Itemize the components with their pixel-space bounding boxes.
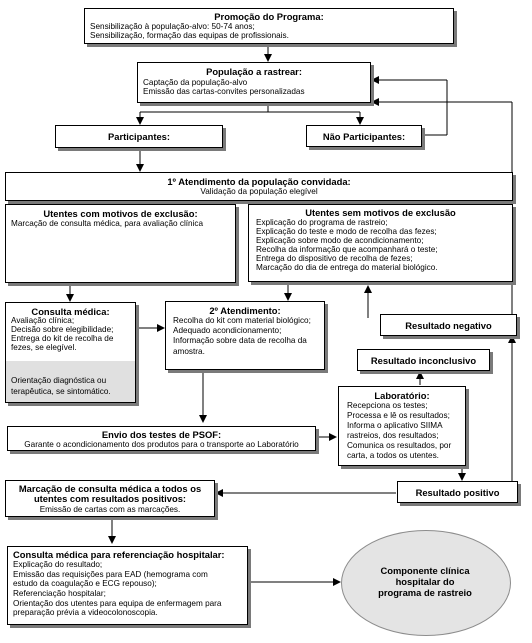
- populacao-line-2: Emissão das cartas-convites personalizadas: [143, 87, 305, 96]
- laboratorio-title: Laboratório:: [374, 390, 430, 401]
- populacao-box: [137, 62, 371, 103]
- utentes-sem-line-5: Entrega do dispositivo de recolha de fezes;: [256, 254, 413, 263]
- segundo-atendimento-line-4: amostra.: [173, 347, 205, 356]
- segundo-atendimento-title: 2º Atendimento:: [209, 305, 281, 316]
- resultado-negativo-label: Resultado negativo: [405, 320, 492, 331]
- consulta-hospitalar-title: Consulta médica para referenciação hospitalar:: [13, 549, 225, 560]
- consulta-medica-box: [5, 302, 136, 403]
- marcacao-box: [5, 480, 215, 517]
- consulta-hospitalar-line-5: Orientação dos utentes para equipa de enfermagem para: [13, 599, 222, 608]
- utentes-sem-line-6: Marcação do dia de entrega do material biológico.: [256, 263, 438, 272]
- laboratorio-line-4: rastreios, dos resultados;: [347, 431, 439, 440]
- utentes-sem-exclusao-box: [248, 204, 513, 282]
- utentes-sem-title: Utentes sem motivos de exclusão: [305, 207, 456, 218]
- segundo-atendimento-line-1: Recolha do kit com material biológico;: [173, 316, 311, 325]
- utentes-sem-line-4: Recolha da informação que acompanhará o teste;: [256, 245, 438, 254]
- nao-participantes-box: [306, 125, 422, 147]
- envio-box: [7, 426, 316, 451]
- consulta-hospitalar-line-3: estudo da coagulação e ECG repouso);: [13, 579, 157, 588]
- primeiro-atendimento-box: [5, 172, 513, 201]
- resultado-negativo-box: [380, 314, 517, 336]
- populacao-line-1: Captação da população-alvo: [143, 78, 248, 87]
- promocao-line-1: Sensibilização à população-alvo: 50-74 anos;: [90, 22, 255, 31]
- componente-line-3: programa de rastreio: [378, 587, 472, 598]
- participantes-box: [55, 125, 223, 148]
- resultado-inconclusivo-label: Resultado inconclusivo: [370, 355, 477, 366]
- laboratorio-line-6: carta, a todos os utentes.: [347, 451, 439, 460]
- marcacao-title-line-2: utentes com resultados positivos:: [33, 493, 187, 504]
- segundo-atendimento-line-2: Adequado acondicionamento;: [173, 326, 282, 335]
- consulta-hospitalar-box: [7, 546, 248, 625]
- componente-line-2: hospitalar do: [395, 576, 455, 587]
- consulta-hospitalar-line-6: preparação prévia a videocolonoscopia.: [13, 608, 158, 617]
- utentes-sem-line-1: Explicação do programa de rastreio;: [256, 218, 388, 227]
- laboratorio-line-1: Recepciona os testes;: [347, 401, 428, 410]
- orientacao-line-2: terapêutica, se sintomático.: [11, 387, 111, 396]
- laboratorio-line-5: Comunica os resultados, por: [347, 441, 452, 450]
- laboratorio-box: [338, 386, 466, 466]
- marcacao-line-1: Emissão de cartas com as marcações.: [39, 505, 181, 514]
- utentes-sem-line-3: Explicação sobre modo de acondicionamento;: [256, 236, 424, 245]
- consulta-medica-line-1: Avaliação clínica;: [11, 316, 75, 325]
- consulta-medica-title: Consulta médica:: [31, 306, 110, 317]
- populacao-title: População a rastrear:: [206, 66, 302, 77]
- utentes-com-line-1: Marcação de consulta médica, para avaliação clínica: [11, 219, 204, 228]
- consulta-hospitalar-line-2: Emissão das requisições para EAD (hemograma com: [13, 570, 208, 579]
- consulta-hospitalar-line-1: Explicação do resultado;: [13, 560, 103, 569]
- consulta-medica-line-3: Entrega do kit de recolha de: [11, 334, 114, 343]
- marcacao-title-line-1: Marcação de consulta médica a todos os: [18, 483, 202, 494]
- consulta-hospitalar-line-4: Referenciação hospitalar;: [13, 589, 106, 598]
- promocao-line-2: Sensibilização, formação das equipas de profissionais.: [90, 31, 289, 40]
- nao-participantes-label: Não Participantes:: [322, 131, 406, 142]
- resultado-inconclusivo-box: [357, 349, 490, 371]
- componente-line-1: Componente clínica: [380, 565, 470, 576]
- consulta-medica-line-2: Decisão sobre elegibilidade;: [11, 325, 114, 334]
- consulta-medica-line-4: fezes, se elegível.: [11, 343, 77, 352]
- laboratorio-line-3: Informa o aplicativo SIIMA: [347, 421, 443, 430]
- segundo-atendimento-line-3: Informação sobre data de recolha da: [173, 336, 307, 345]
- envio-title: Envio dos testes de PSOF:: [101, 429, 222, 440]
- envio-line-1: Garante o acondicionamento dos produtos para o transporte ao Laboratório: [24, 440, 299, 449]
- primeiro-atendimento-subtitle: Validação da população elegível: [200, 187, 318, 196]
- participantes-label: Participantes:: [108, 131, 170, 142]
- utentes-com-exclusao-box: [5, 204, 236, 283]
- resultado-positivo-label: Resultado positivo: [415, 487, 500, 498]
- resultado-positivo-box: [397, 481, 518, 503]
- primeiro-atendimento-title: 1º Atendimento da população convidada:: [167, 176, 351, 187]
- utentes-sem-line-2: Explicação do teste e modo de recolha das fezes;: [256, 227, 437, 236]
- promocao-box: [84, 8, 454, 44]
- laboratorio-line-2: Processa e lê os resultados;: [347, 411, 450, 420]
- utentes-com-title: Utentes com motivos de exclusão:: [43, 208, 198, 219]
- promocao-title: Promoção do Programa:: [214, 11, 324, 22]
- orientacao-line-1: Orientação diagnóstica ou: [11, 376, 107, 385]
- segundo-atendimento-box: [165, 301, 325, 370]
